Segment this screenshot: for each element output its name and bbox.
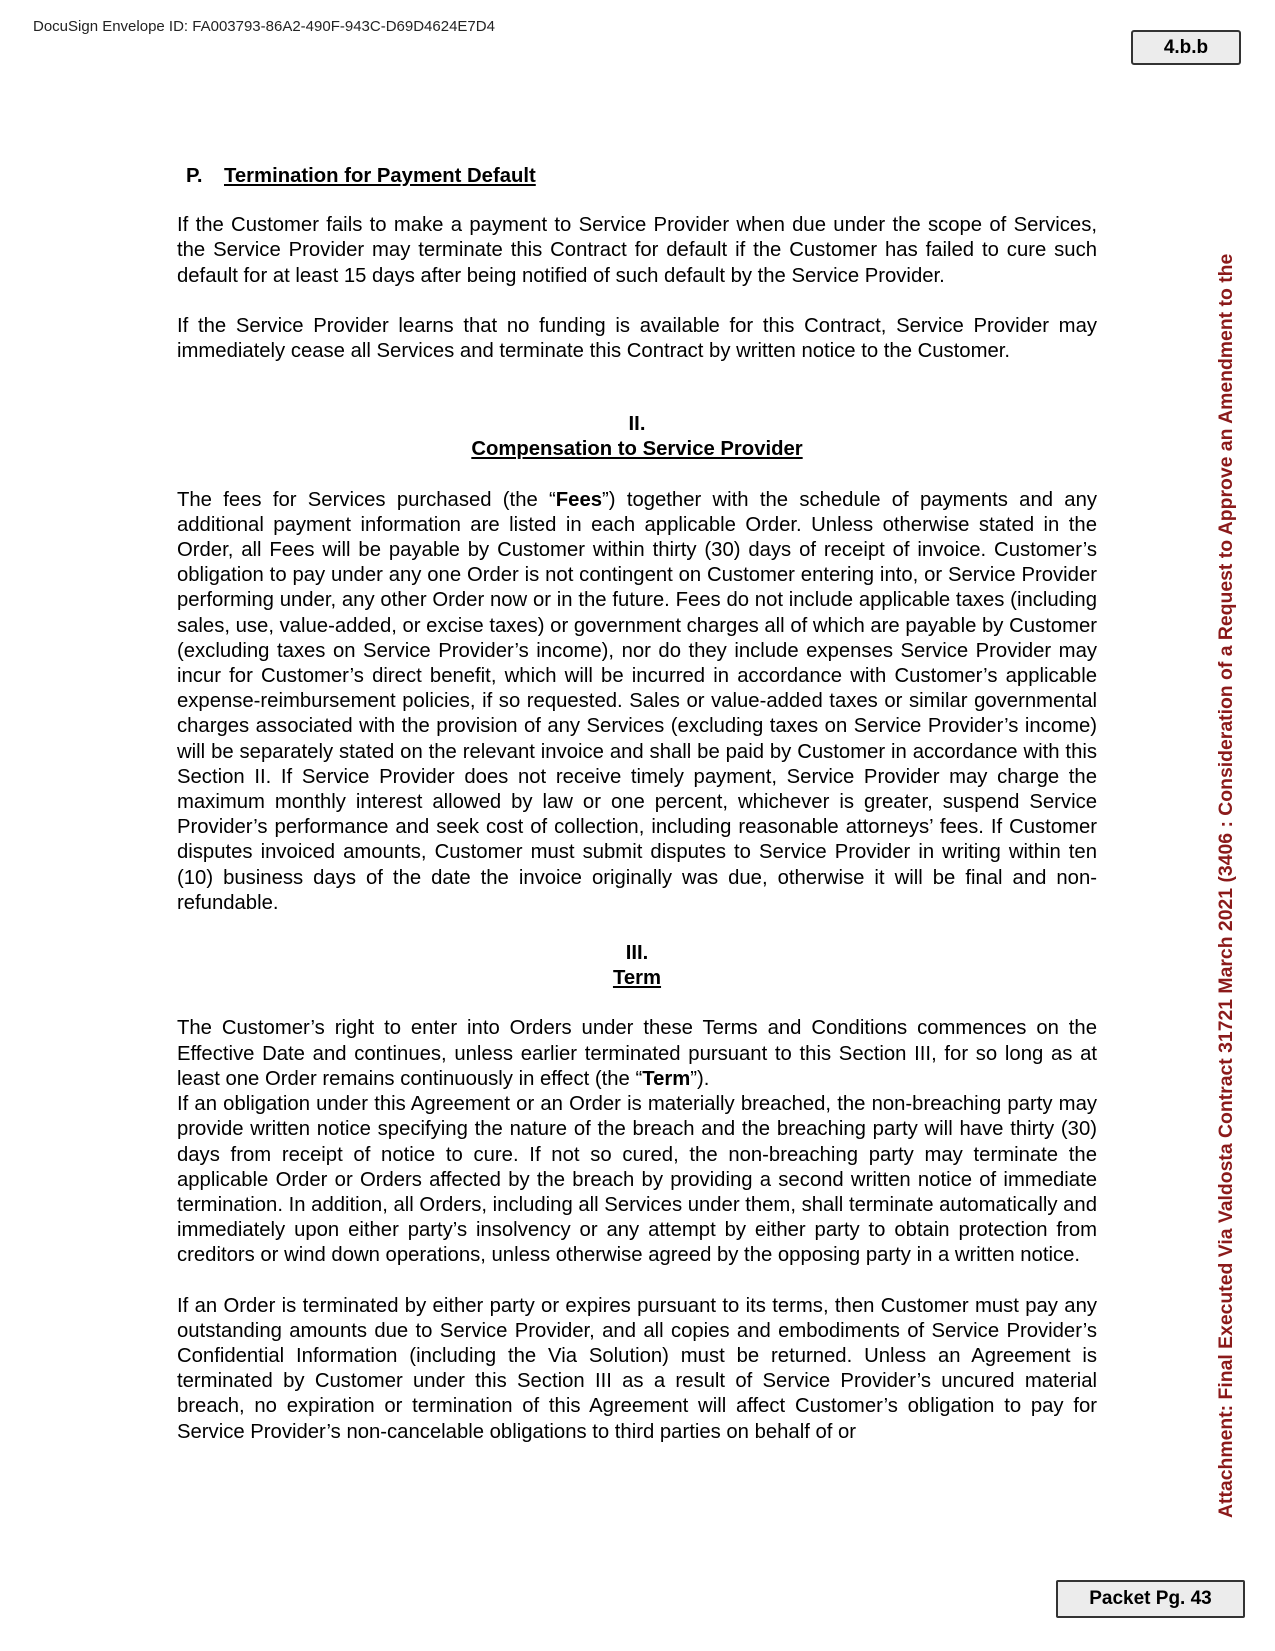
section-p-paragraph-2: If the Service Provider learns that no funding is available for this Contract, Service Provider may immediately cease all Services and terminate this Contract by written notice to the Customer.	[177, 314, 1097, 363]
section-2-number: II.	[628, 413, 646, 436]
defined-term-term: Term	[642, 1067, 691, 1090]
section-3-paragraph-3: If an Order is terminated by either party or expires pursuant to its terms, then Customer must pay any outstanding amounts due to Service Provider, and all copies and embodiments of Service Provider’s Confidential Information (including the Via Solution) must be returned. Unless an Agreement is terminated by Customer under this Section III as a result of Service Provider’s uncured material breach, no expiration or termination of this Agreement will affect Customer’s obligation to pay for Service Provider’s non-cancelable obligations to third parties on behalf of or	[177, 1294, 1097, 1443]
section-2-paragraph-1: The fees for Services purchased (the “Fees”) together with the schedule of payments and any additional payment information are listed in each applicable Order. Unless otherwise stated in the Order, all Fees will be payable by Customer within thirty (30) days of receipt of invoice. Customer’s obligation to pay under any one Order is not contingent on Customer entering into, or Service Provider performing under, any other Order now or in the future. Fees do not include applicable taxes (including sales, use, value-added, or excise taxes) or government charges all of which are payable by Customer (excluding taxes on Service Provider’s income), nor do they include expenses Service Provider may incur for Customer’s direct benefit, which will be incurred in accordance with Customer’s applicable expense-reimbursement policies, if so requested. Sales or value-added taxes or similar governmental charges associated with the provision of any Services (excluding taxes on Service Provider’s income) will be separately stated on the relevant invoice and shall be paid by Customer in accordance with this Section II. If Service Provider does not receive timely payment, Service Provider may charge the maximum monthly interest allowed by law or one percent, whichever is greater, suspend Service Provider’s performance and seek cost of collection, including reasonable attorneys’ fees. If Customer disputes invoiced amounts, Customer must submit disputes to Service Provider in writing within ten (10) business days of the date the invoice originally was due, otherwise it will be final and non-refundable.	[177, 488, 1097, 914]
section-p-title: Termination for Payment Default	[224, 165, 536, 187]
section-p-paragraph-1: If the Customer fails to make a payment to Service Provider when due under the scope of Services, the Service Provider may terminate this Contract for default if the Customer has failed to cure such default for at least 15 days after being notified of such default by the Service Provider.	[177, 214, 1097, 287]
section-3-number: III.	[625, 942, 649, 965]
section-p-heading	[186, 164, 1097, 189]
section-2-title: Compensation to Service Provider	[471, 438, 803, 461]
packet-page-badge: Packet Pg. 43	[1056, 1580, 1245, 1618]
document-body	[177, 164, 1097, 1445]
agenda-item-badge: 4.b.b	[1131, 30, 1241, 65]
docusign-envelope-id: DocuSign Envelope ID: FA003793-86A2-490F-943C-D69D4624E7D4	[33, 18, 495, 35]
attachment-side-note: Attachment: Final Executed Via Valdosta Contract 31721 March 2021 (3406 : Consideration of a Request to Approve an Amendment to the	[1215, 253, 1237, 1518]
section-3-paragraph-1: The Customer’s right to enter into Orders under these Terms and Conditions commences on the Effective Date and continues, unless earlier terminated pursuant to this Section III, for so long as at least one Order remains continuously in effect (the “Term”).	[177, 1017, 1097, 1090]
section-p-label: P.	[186, 165, 203, 187]
defined-term-fees: Fees	[555, 488, 603, 511]
section-3-paragraph-2: If an obligation under this Agreement or an Order is materially breached, the non-breaching party may provide written notice specifying the nature of the breach and the breaching party will have thirty (30) days from receipt of notice to cure. If not so cured, the non-breaching party may terminate the applicable Order or Orders affected by the breach by providing a second written notice of immediate termination. In addition, all Orders, including all Services under them, shall terminate automatically and immediately upon either party’s insolvency or any attempt by either party to obtain protection from creditors or wind down operations, unless otherwise agreed by the opposing party in a written notice.	[177, 1093, 1097, 1267]
section-3-title: Term	[612, 967, 662, 990]
